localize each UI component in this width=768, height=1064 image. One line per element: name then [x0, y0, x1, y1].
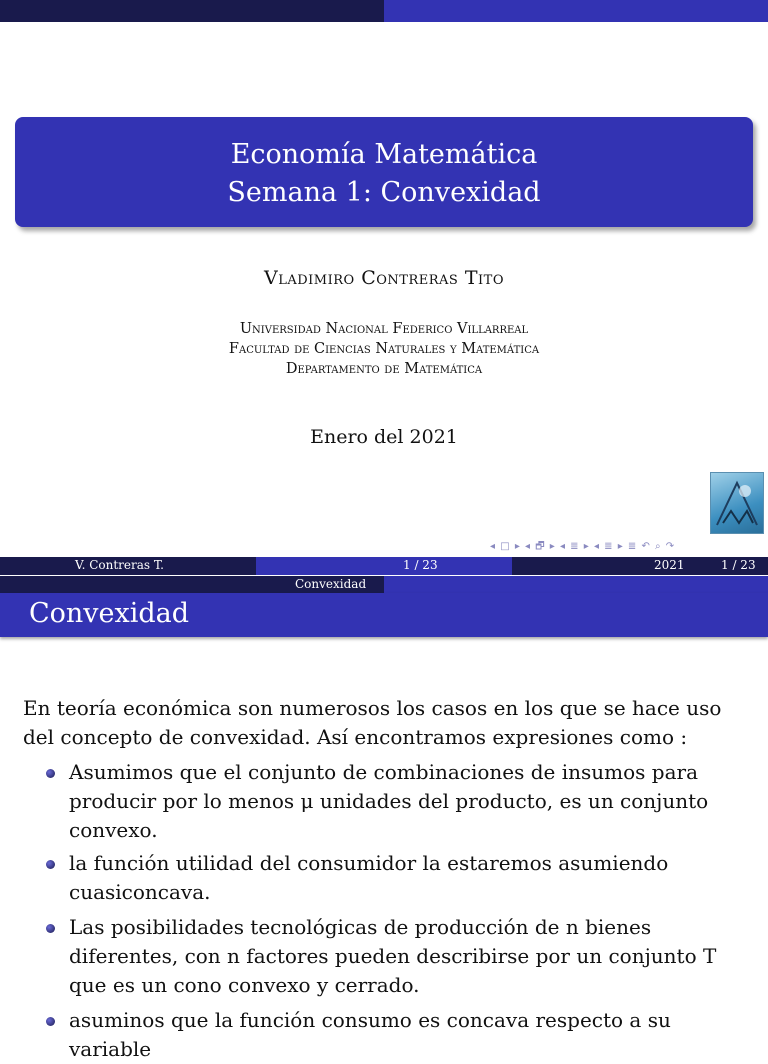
presentation-subtitle: Semana 1: Convexidad [227, 177, 541, 208]
footer-author: V. Contreras T. [75, 558, 164, 572]
presentation-title: Economía Matemática [230, 139, 538, 170]
author-name: Vladimiro Contreras Tito [263, 267, 504, 289]
footer-year: 2021 [654, 558, 685, 572]
presentation-date: Enero del 2021 [310, 426, 458, 448]
frame-title: Convexidad [29, 598, 190, 629]
bullet-icon [46, 924, 55, 933]
footer-bar [0, 557, 768, 575]
institution-university: Universidad Nacional Federico Villarreal [239, 321, 529, 337]
top-header-left [0, 0, 384, 22]
frame-title-bar [0, 593, 768, 637]
section-header-bar [0, 576, 768, 593]
footer-page-center: 1 / 23 [403, 558, 438, 572]
institution-block [0, 319, 768, 379]
title-box [15, 117, 753, 227]
slide-body [23, 694, 758, 752]
bullet-icon [46, 860, 55, 869]
intro-paragraph: En teoría económica son numerosos los casos en los que se hace uso del concepto de convexidad. Así encontramos expresiones como : [23, 696, 722, 749]
section-header-right [384, 576, 768, 593]
footer-page-right: 1 / 23 [721, 558, 756, 572]
institution-department: Departamento de Matemática [285, 361, 483, 377]
footer-right [512, 557, 768, 575]
list-item-text: asuminos que la función consumo es concava respecto a su variable [69, 1008, 671, 1061]
top-header-right [384, 0, 768, 22]
bullet-icon [46, 1017, 55, 1026]
bullet-icon [46, 769, 55, 778]
section-name: Convexidad [295, 577, 367, 591]
footer-center [256, 557, 512, 575]
footer-left [0, 557, 256, 575]
list-item-text: Asumimos que el conjunto de combinaciones de insumos para producir por lo menos μ unidades del producto, es un conjunto convexo. [69, 760, 709, 842]
list-item-text: la función utilidad del consumidor la estaremos asumiendo cuasiconcava. [69, 851, 669, 904]
faculty-logo-icon [710, 472, 764, 534]
beamer-navigation-icons[interactable]: ◂ □ ▸ ◂ 🗗 ▸ ◂ ≣ ▸ ◂ ≣ ▸ ≣ ↶ ⌕ ↷ [490, 541, 676, 552]
institution-faculty: Facultad de Ciencias Naturales y Matemática [228, 341, 540, 357]
list-item-text: Las posibilidades tecnológicas de producción de n bienes diferentes, con n factores pueden describirse por un conjunto T que es un cono convexo y cerrado. [69, 915, 717, 997]
top-header-bar [0, 0, 768, 22]
